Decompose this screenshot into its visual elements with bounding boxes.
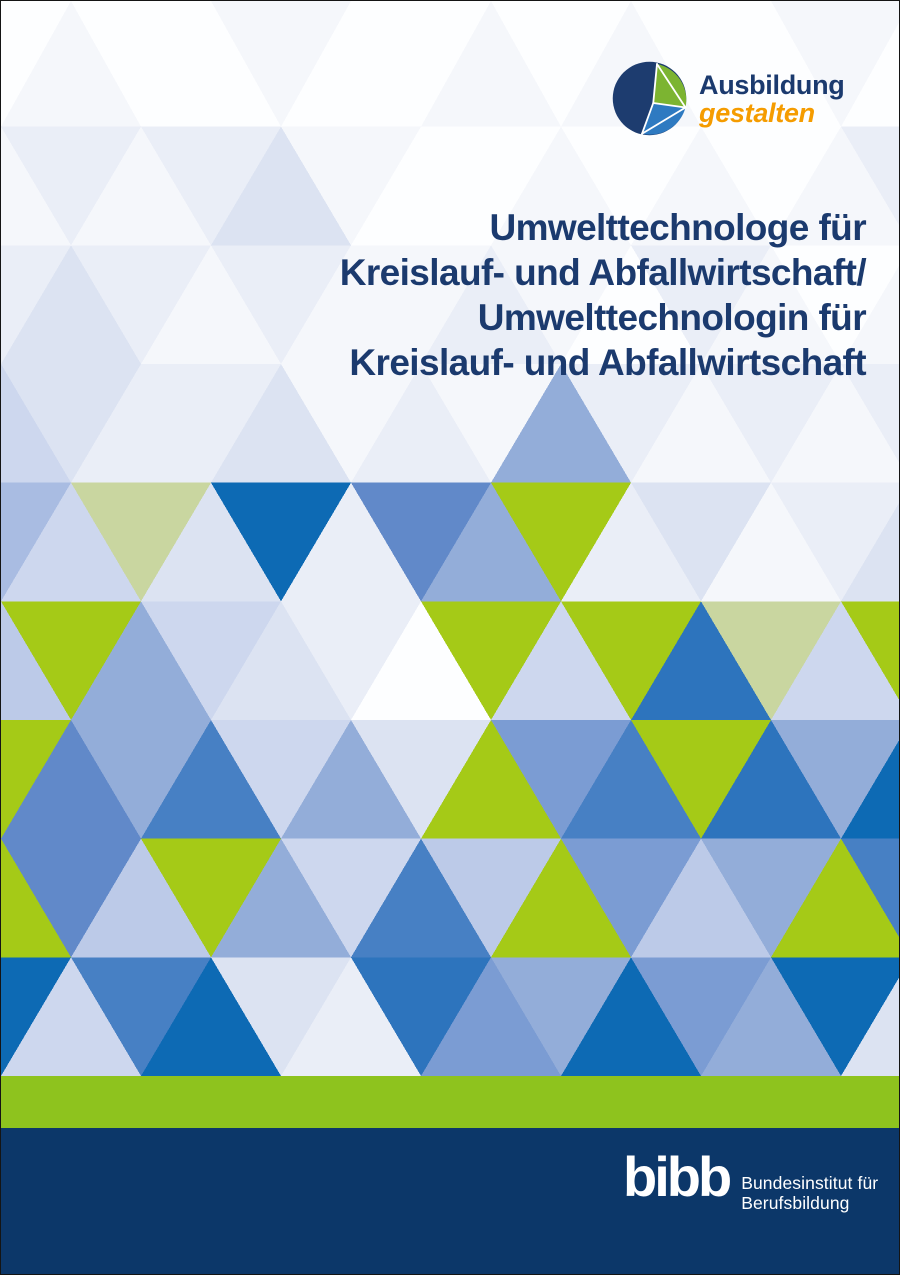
footer-band <box>1 1128 899 1275</box>
page-title <box>340 205 866 385</box>
title-line-3: Umwelttechnologin für <box>477 297 866 338</box>
ausbildung-gestalten-icon <box>612 61 687 136</box>
brand-word-ausbildung: Ausbildung <box>699 69 845 100</box>
brand-logo <box>612 61 844 136</box>
publisher-line-1: Bundesinstitut für <box>741 1173 879 1193</box>
brand-wordmark <box>699 71 844 127</box>
bibb-logo: bibb <box>623 1145 730 1208</box>
brand-word-gestalten: gestalten <box>699 97 815 128</box>
green-divider-bar <box>1 1076 899 1128</box>
triangle-pattern-background <box>1 1 900 1076</box>
title-line-4: Kreislauf- und Abfallwirtschaft <box>349 342 866 383</box>
publisher-logo-block <box>623 1145 879 1213</box>
title-line-2: Kreislauf- und Abfallwirtschaft/ <box>339 252 866 293</box>
title-line-1: Umwelttechnologe für <box>489 207 866 248</box>
publisher-name <box>741 1152 878 1213</box>
publisher-line-2: Berufsbildung <box>741 1192 850 1213</box>
